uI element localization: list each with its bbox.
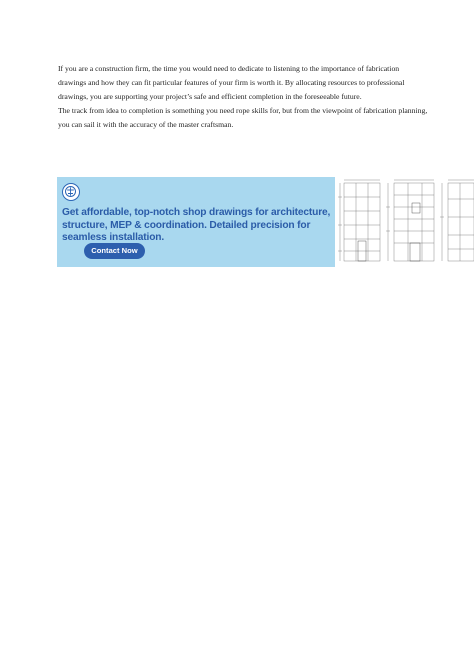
paragraph-idea-to-completion: The track from idea to completion is something you need rope skills for, but from the viewpoint of fabrication planning, you can sail it with the accuracy of the master craftsman. bbox=[58, 105, 428, 129]
company-logo-icon bbox=[62, 183, 80, 201]
contact-now-button[interactable]: Contact Now bbox=[84, 243, 145, 259]
body-text bbox=[58, 62, 428, 132]
banner-headline: Get affordable, top-notch shop drawings for architecture, structure, MEP & coordination. Detailed precision for seamless installation. bbox=[62, 207, 331, 243]
shop-drawing-sheet-image bbox=[336, 177, 474, 269]
paragraph-fabrication-importance: If you are a construction firm, the time you would need to dedicate to listening to the importance of fabrication drawings and how they can fit particular features of your firm is worth it. By allocating resources to professional drawings, you are supporting your project’s safe and efficient completion in the foreseeable future. bbox=[58, 64, 405, 101]
